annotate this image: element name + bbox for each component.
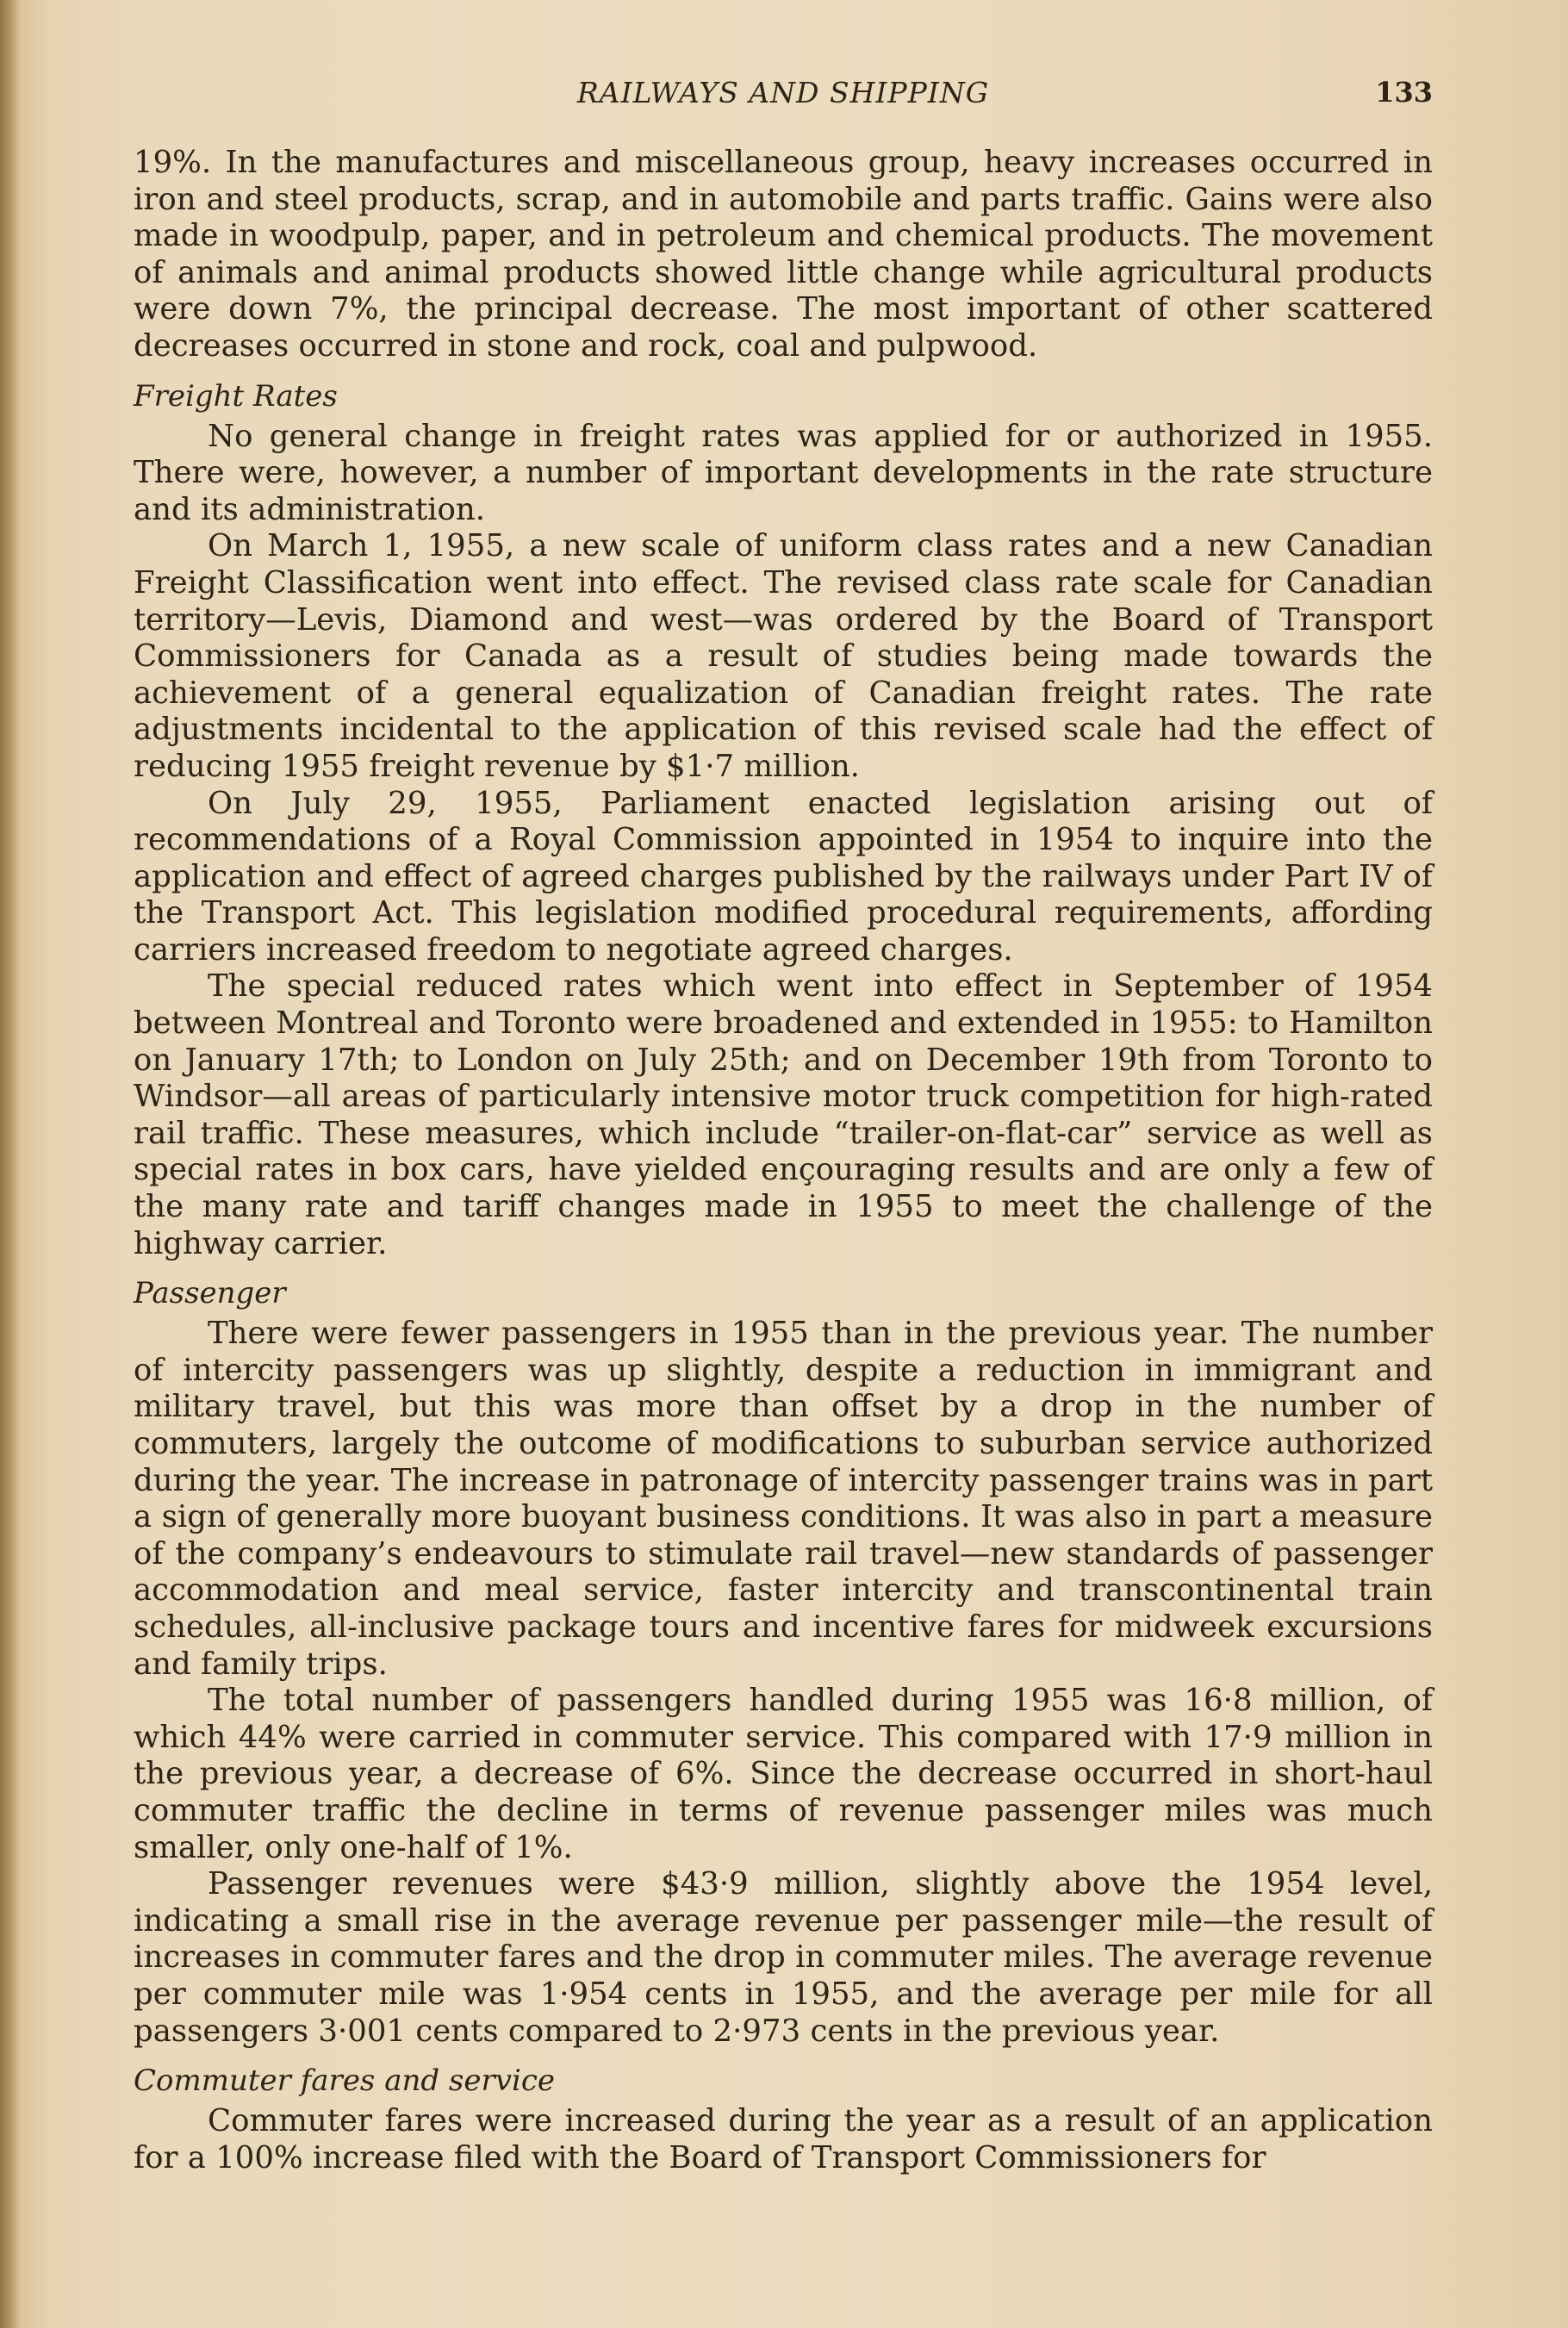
- running-title: RAILWAYS AND SHIPPING: [576, 76, 990, 109]
- section-heading-freight-rates: Freight Rates: [134, 378, 338, 414]
- section-heading-passenger: Passenger: [134, 1276, 286, 1311]
- paragraph-freight-general: No general change in freight rates was applied for or authorized in 1955. There were, however, a number of important developments in the rate structure and its administration.: [134, 418, 1433, 527]
- paragraph-freight-special-rates: The special reduced rates which went into effect in September of 1954 between Montreal and Toronto were broadened and extended in 1955: to Hamilton on January 17th; to London on July 25th; and on December 19th from Toronto to Windsor—all areas of particularly intensive motor truck competition for high-rated rail traffic. These measures, which include “trailer-on-flat-car” service as well as special rates in box cars, have yielded ençouraging results and are only a few of the many rate and tariff changes made in 1955 to meet the challenge of the highway carrier.: [134, 968, 1433, 1261]
- page-body: [134, 145, 1433, 2176]
- paragraph-freight-legislation: On July 29, 1955, Parliament enacted legislation arising out of recommendations of a Royal Commission appointed in 1954 to inquire into the application and effect of agreed charges published by the railways under Part IV of the Transport Act. This legislation modified procedural requirements, affording carriers increased freedom to negotiate agreed charges.: [134, 785, 1433, 968]
- page-binding-edge: [0, 0, 19, 2328]
- paragraph-passenger-overview: There were fewer passengers in 1955 than in the previous year. The number of intercity passengers was up slightly, despite a reduction in immigrant and military travel, but this was more than offset by a drop in the number of commuters, largely the outcome of modifications to suburban service authorized during the year. The increase in patronage of intercity passenger trains was in part a sign of generally more buoyant business conditions. It was also in part a measure of the company’s endeavours to stimulate rail travel—new standards of passenger accommodation and meal service, faster intercity and transcontinental train schedules, all-inclusive package tours and incentive fares for midweek excursions and family trips.: [134, 1316, 1433, 1682]
- page-header: [134, 72, 1433, 115]
- paragraph-continued: 19%. In the manufactures and miscellaneous group, heavy increases occurred in iron and steel products, scrap, and in automobile and parts traffic. Gains were also made in woodpulp, paper, and in petroleum and chemical products. The movement of animals and animal products showed little change while agricultural products were down 7%, the principal decrease. The most important of other scattered decreases occurred in stone and rock, coal and pulpwood.: [134, 145, 1433, 364]
- page-number: 133: [1375, 76, 1433, 109]
- paragraph-commuter-fares: Commuter fares were increased during the year as a result of an application for a 100% increase filed with the Board of Transport Commissioners for: [134, 2103, 1433, 2175]
- section-heading-commuter-fares: Commuter fares and service: [134, 2063, 555, 2099]
- paragraph-freight-class-rates: On March 1, 1955, a new scale of uniform class rates and a new Canadian Freight Classification went into effect. The revised class rate scale for Canadian territory—Levis, Diamond and west—was ordered by the Board of Transport Commissioners for Canada as a result of studies being made towards the achievement of a general equalization of Canadian freight rates. The rate adjustments incidental to the application of this revised scale had the effect of reducing 1955 freight revenue by $1·7 million.: [134, 528, 1433, 784]
- paragraph-passenger-revenues: Passenger revenues were $43·9 million, slightly above the 1954 level, indicating a small rise in the average revenue per passenger mile—the result of increases in commuter fares and the drop in commuter miles. The average revenue per commuter mile was 1·954 cents in 1955, and the average per mile for all passengers 3·001 cents compared to 2·973 cents in the previous year.: [134, 1866, 1433, 2049]
- paragraph-passenger-totals: The total number of passengers handled during 1955 was 16·8 million, of which 44% were carried in commuter service. This compared with 17·9 million in the previous year, a decrease of 6%. Since the decrease occurred in short-haul commuter traffic the decline in terms of revenue passenger miles was much smaller, only one-half of 1%.: [134, 1683, 1433, 1865]
